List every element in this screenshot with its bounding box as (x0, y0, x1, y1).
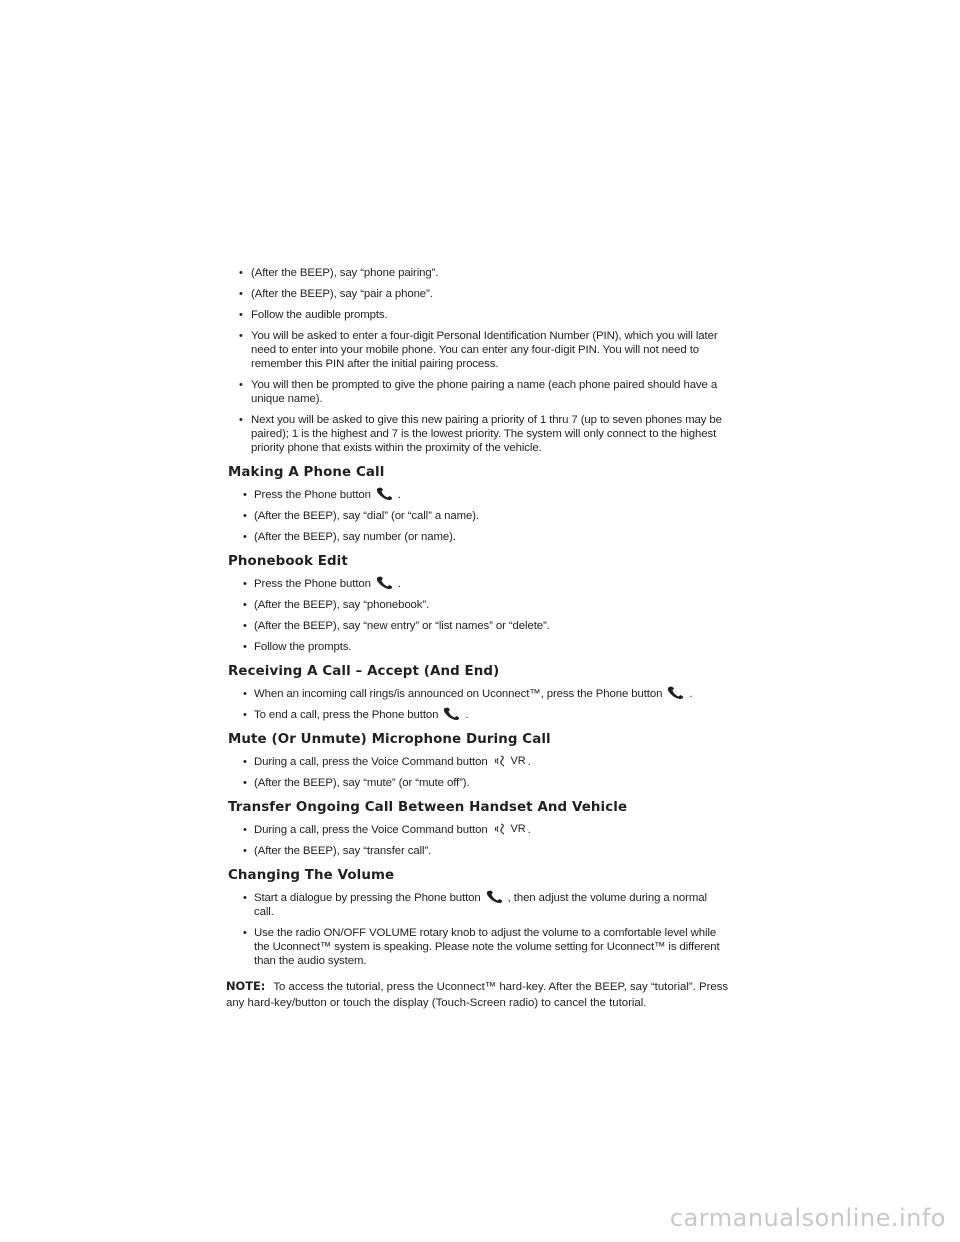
list-item-text: (After the BEEP), say “pair a phone”. (251, 288, 433, 300)
list-item-text: (After the BEEP), say “phone pairing”. (251, 267, 439, 279)
section-heading-phonebook: Phonebook Edit (228, 554, 348, 569)
list-item (228, 776, 728, 790)
list-item (228, 413, 728, 455)
page-content (228, 266, 728, 1011)
phone-handset-icon (485, 890, 505, 904)
list-item (228, 926, 728, 968)
list-item (228, 509, 728, 523)
list-item (228, 378, 728, 406)
phone-handset-icon (666, 686, 686, 700)
list-item (228, 488, 728, 502)
mute-list (228, 755, 728, 790)
voice-command-icon (494, 822, 526, 836)
list-item-text: . (527, 756, 531, 768)
list-item-text: . (397, 578, 401, 590)
making-call-list (228, 488, 728, 544)
volume-list (228, 891, 728, 968)
list-item-text: To end a call, press the Phone button (254, 709, 439, 721)
list-item (228, 287, 728, 301)
section-heading-volume: Changing The Volume (228, 868, 395, 883)
phone-handset-icon (442, 707, 462, 721)
pairing-steps-list (228, 266, 728, 455)
transfer-list (228, 823, 728, 858)
list-item-text: Press the Phone button (254, 489, 371, 501)
vr-label: VR (510, 754, 526, 767)
list-item-text: Press the Phone button (254, 578, 371, 590)
list-item (228, 640, 728, 654)
list-item-text: . (465, 709, 469, 721)
list-item-text: (After the BEEP), say “mute” (or “mute off”). (254, 777, 470, 789)
list-item-text: You will be asked to enter a four-digit Personal Identification Number (PIN), which you will later need to enter into your mobile phone. You can enter any four-digit PIN. You will not need to remember this PIN after the initial pairing process. (251, 330, 718, 370)
phone-handset-icon (375, 576, 395, 590)
list-item-text: , then adjust the volume during a normal call. (254, 892, 707, 918)
vr-label: VR (510, 822, 526, 835)
list-item-text: Follow the audible prompts. (251, 309, 388, 321)
section-heading-making-call: Making A Phone Call (228, 465, 385, 480)
list-item (228, 708, 728, 722)
receiving-list (228, 687, 728, 722)
watermark: carmanualsonline.info (669, 1204, 946, 1232)
list-item-text: (After the BEEP), say “phonebook”. (254, 599, 430, 611)
list-item (228, 687, 728, 701)
voice-wave-icon (494, 822, 508, 836)
list-item (228, 577, 728, 591)
list-item (228, 891, 728, 919)
list-item (228, 266, 728, 280)
list-item-text: . (527, 824, 531, 836)
list-item-text: When an incoming call rings/is announced on Uconnect™, press the Phone button (254, 688, 663, 700)
section-heading-transfer: Transfer Ongoing Call Between Handset And Vehicle (228, 800, 628, 815)
voice-command-icon (494, 754, 526, 768)
list-item-text: Follow the prompts. (254, 641, 352, 653)
list-item-text: (After the BEEP), say number (or name). (254, 531, 456, 543)
voice-wave-icon (494, 754, 508, 768)
list-item-text: (After the BEEP), say “transfer call”. (254, 845, 432, 857)
phonebook-list (228, 577, 728, 654)
list-item-text: . (397, 489, 401, 501)
list-item-text: Use the radio ON/OFF VOLUME rotary knob to adjust the volume to a comfortable level while the Uconnect™ system is speaking. Please note the volume setting for Uconnect™ is different than the audio system. (254, 927, 720, 967)
section-heading-receiving: Receiving A Call – Accept (And End) (228, 664, 500, 679)
list-item-text: . (689, 688, 693, 700)
list-item (228, 308, 728, 322)
list-item (228, 329, 728, 371)
note-paragraph (226, 978, 731, 1011)
list-item-text: During a call, press the Voice Command button (254, 824, 488, 836)
list-item (228, 598, 728, 612)
note-text: To access the tutorial, press the Uconnect™ hard-key. After the BEEP, say “tutorial”. Press any hard-key/button or touch the display (Touch-Screen radio) to cancel the tutorial. (226, 981, 729, 1009)
phone-handset-icon (375, 487, 395, 501)
list-item-text: (After the BEEP), say “new entry” or “list names” or “delete”. (254, 620, 550, 632)
list-item (228, 755, 728, 769)
list-item (228, 530, 728, 544)
section-heading-mute: Mute (Or Unmute) Microphone During Call (228, 732, 551, 747)
list-item-text: Next you will be asked to give this new pairing a priority of 1 thru 7 (up to seven phones may be paired); 1 is the highest and 7 is the lowest priority. The system will only connect to the highest priority phone that exists within the proximity of the vehicle. (251, 414, 722, 454)
note-label: NOTE: (226, 979, 266, 993)
list-item (228, 619, 728, 633)
list-item (228, 844, 728, 858)
list-item-text: You will then be prompted to give the phone pairing a name (each phone paired should have a unique name). (251, 379, 718, 405)
list-item-text: During a call, press the Voice Command button (254, 756, 488, 768)
list-item (228, 823, 728, 837)
list-item-text: Start a dialogue by pressing the Phone button (254, 892, 481, 904)
list-item-text: (After the BEEP), say “dial” (or “call” a name). (254, 510, 479, 522)
